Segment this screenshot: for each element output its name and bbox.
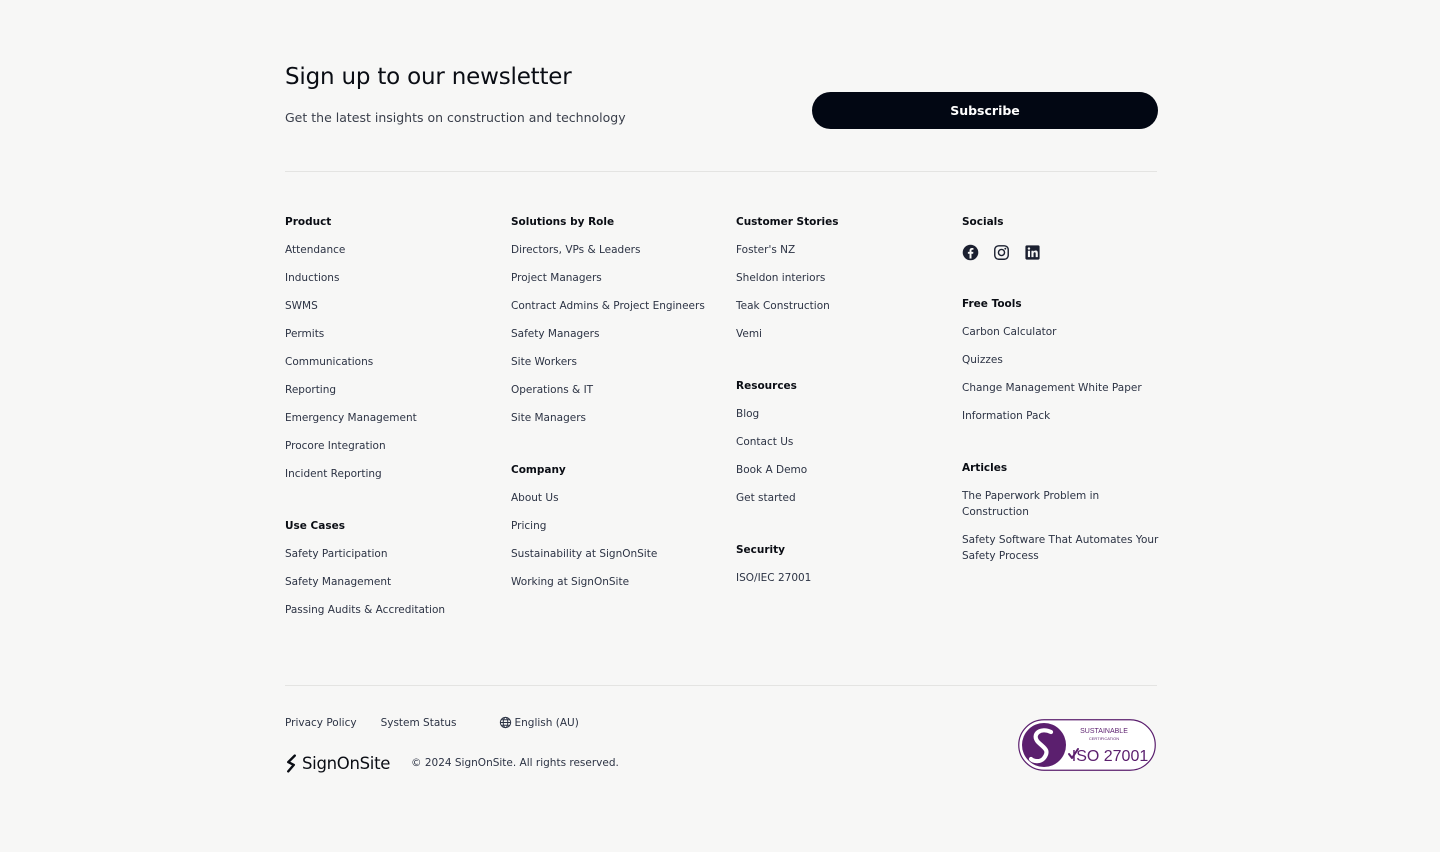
socials-heading: Socials [962, 216, 1004, 228]
product-section [285, 214, 417, 494]
articles-heading: Articles [962, 462, 1008, 474]
product-link[interactable]: Permits [285, 328, 325, 340]
solutions-heading: Solutions by Role [511, 216, 615, 228]
security-section [736, 542, 811, 598]
product-link[interactable]: Reporting [285, 384, 337, 396]
company-link[interactable]: About Us [511, 492, 559, 504]
divider [285, 171, 1157, 172]
socials-section [962, 214, 1041, 261]
articles-section [962, 460, 1162, 576]
free-tool-link[interactable]: Change Management White Paper [962, 382, 1142, 394]
copyright-text: © 2024 SignOnSite. All rights reserved. [411, 757, 619, 769]
badge-line3: ISO 27001 [1071, 748, 1149, 765]
product-link[interactable]: SWMS [285, 300, 318, 312]
product-link[interactable]: Procore Integration [285, 440, 386, 452]
customer-stories-list [736, 242, 839, 354]
badge-line1: SUSTAINABLE [1080, 728, 1128, 735]
resource-link[interactable]: Blog [736, 408, 760, 420]
customer-story-link[interactable]: Foster's NZ [736, 244, 796, 256]
customer-stories-heading: Customer Stories [736, 216, 839, 228]
free-tool-link[interactable]: Quizzes [962, 354, 1003, 366]
security-link[interactable]: ISO/IEC 27001 [736, 572, 812, 584]
resources-list [736, 406, 807, 518]
company-section [511, 462, 657, 602]
subscribe-button[interactable]: Subscribe [812, 92, 1158, 129]
security-list [736, 570, 811, 598]
use-cases-section [285, 518, 445, 630]
solution-link[interactable]: Project Managers [511, 272, 602, 284]
badge-line2: CERTIFICATION [1088, 736, 1120, 741]
free-tools-section [962, 296, 1142, 436]
company-link[interactable]: Pricing [511, 520, 547, 532]
use-cases-heading: Use Cases [285, 520, 345, 532]
divider [285, 685, 1157, 686]
newsletter-title: Sign up to our newsletter [285, 64, 572, 90]
signonsite-logo-icon [285, 754, 298, 773]
product-link[interactable]: Emergency Management [285, 412, 417, 424]
company-heading: Company [511, 464, 566, 476]
company-link[interactable]: Sustainability at SignOnSite [511, 548, 658, 560]
articles-list [962, 488, 1162, 576]
company-list [511, 490, 657, 602]
customer-stories-section [736, 214, 839, 354]
facebook-icon[interactable] [962, 244, 979, 261]
solution-link[interactable]: Contract Admins & Project Engineers [511, 300, 705, 312]
product-link[interactable]: Attendance [285, 244, 346, 256]
product-heading: Product [285, 216, 332, 228]
footer-bottom-links [285, 716, 579, 729]
resource-link[interactable]: Get started [736, 492, 796, 504]
resource-link[interactable]: Book A Demo [736, 464, 808, 476]
solution-link[interactable]: Operations & IT [511, 384, 594, 396]
product-list [285, 242, 417, 494]
social-icons [962, 244, 1041, 261]
customer-story-link[interactable]: Vemi [736, 328, 762, 340]
solution-link[interactable]: Safety Managers [511, 328, 600, 340]
use-case-link[interactable]: Passing Audits & Accreditation [285, 604, 446, 616]
security-heading: Security [736, 544, 786, 556]
solutions-section [511, 214, 705, 438]
logo-text: SignOnSite [302, 754, 391, 773]
product-link[interactable]: Communications [285, 356, 374, 368]
globe-icon [499, 716, 512, 729]
instagram-icon[interactable] [993, 244, 1010, 261]
free-tools-heading: Free Tools [962, 298, 1022, 310]
solutions-list [511, 242, 705, 438]
resource-link[interactable]: Contact Us [736, 436, 794, 448]
article-link[interactable]: The Paperwork Problem in Construction [962, 490, 1100, 518]
solution-link[interactable]: Site Managers [511, 412, 586, 424]
free-tool-link[interactable]: Information Pack [962, 410, 1051, 422]
use-case-link[interactable]: Safety Management [285, 576, 392, 588]
privacy-policy-link[interactable]: Privacy Policy [285, 716, 357, 729]
company-link[interactable]: Working at SignOnSite [511, 576, 630, 588]
language-label: English (AU) [514, 716, 579, 729]
newsletter-subtitle: Get the latest insights on construction and technology [285, 110, 626, 125]
article-link[interactable]: Safety Software That Automates Your Safety Process [962, 534, 1159, 562]
free-tool-link[interactable]: Carbon Calculator [962, 326, 1057, 338]
use-case-link[interactable]: Safety Participation [285, 548, 388, 560]
use-cases-list [285, 546, 445, 630]
solution-link[interactable]: Directors, VPs & Leaders [511, 244, 641, 256]
solution-link[interactable]: Site Workers [511, 356, 577, 368]
linkedin-icon[interactable] [1024, 244, 1041, 261]
signonsite-logo[interactable] [285, 754, 390, 773]
language-selector[interactable] [499, 716, 579, 729]
free-tools-list [962, 324, 1142, 436]
customer-story-link[interactable]: Teak Construction [736, 300, 830, 312]
system-status-link[interactable]: System Status [380, 716, 457, 729]
resources-heading: Resources [736, 380, 797, 392]
resources-section [736, 378, 807, 518]
product-link[interactable]: Inductions [285, 272, 340, 284]
iso-certification-badge [1018, 719, 1156, 771]
customer-story-link[interactable]: Sheldon interiors [736, 272, 826, 284]
product-link[interactable]: Incident Reporting [285, 468, 382, 480]
